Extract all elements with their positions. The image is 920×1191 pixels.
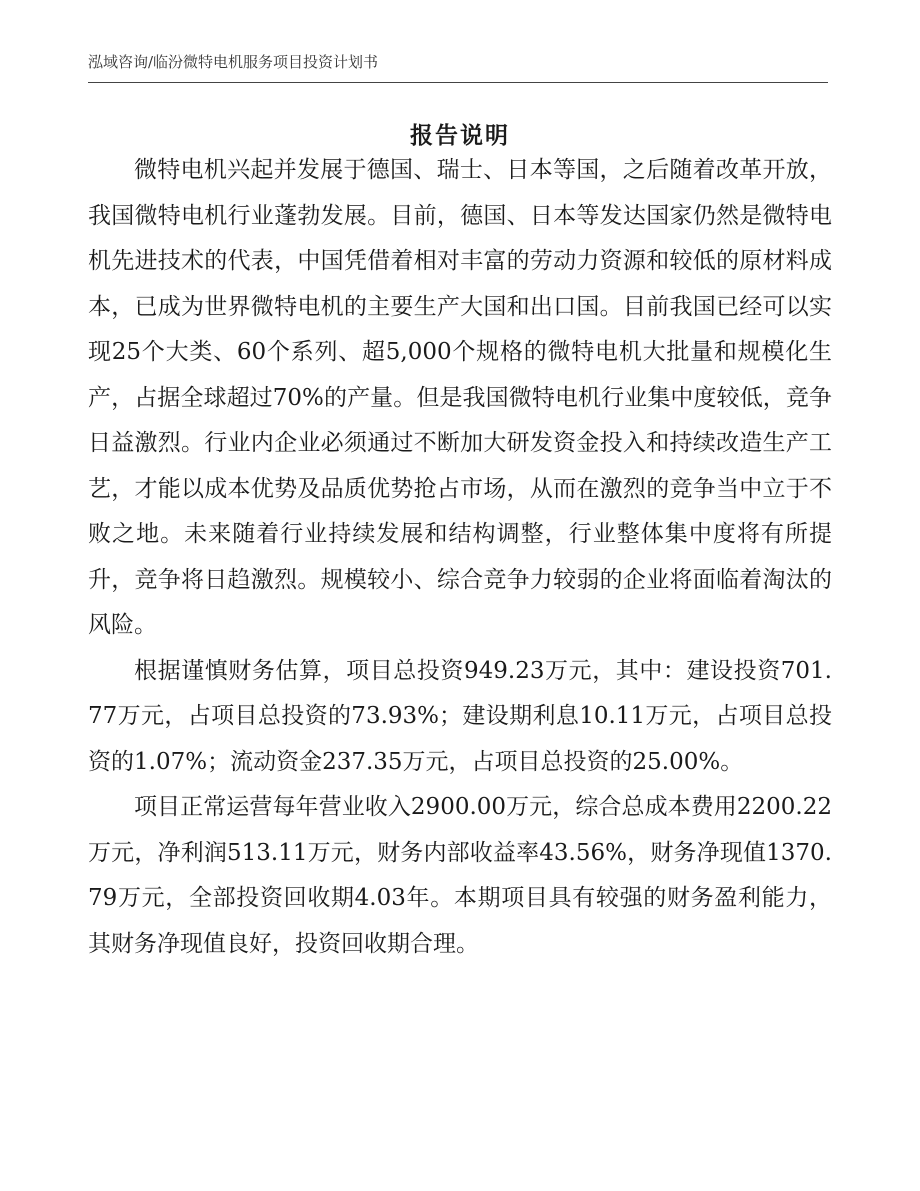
running-header: 泓域咨询/临汾微特电机服务项目投资计划书 bbox=[88, 53, 379, 71]
paragraph-financial-performance: 项目正常运营每年营业收入2900.00万元，综合总成本费用2200.22万元，净利润513.11万元，财务内部收益率43.56%，财务净现值1370.79万元，全部投资回收期4.03年。本期项目具有较强的财务盈利能力，其财务净现值良好，投资回收期合理。 bbox=[88, 794, 832, 957]
header-divider bbox=[88, 82, 828, 83]
section-title: 报告说明 bbox=[410, 122, 510, 149]
paragraph-industry-overview: 微特电机兴起并发展于德国、瑞士、日本等国，之后随着改革开放，我国微特电机行业蓬勃发展。目前，德国、日本等发达国家仍然是微特电机先进技术的代表，中国凭借着相对丰富的劳动力资源和较低的原材料成本，已成为世界微特电机的主要生产大国和出口国。目前我国已经可以实现25个大类、60个系列、超5,000个规格的微特电机大批量和规模化生产，占据全球超过70%的产量。但是我国微特电机行业集中度较低，竞争日益激烈。行业内企业必须通过不断加大研发资金投入和持续改造生产工艺，才能以成本优势及品质优势抢占市场，从而在激烈的竞争当中立于不败之地。未来随着行业持续发展和结构调整，行业整体集中度将有所提升，竞争将日趋激烈。规模较小、综合竞争力较弱的企业将面临着淘汰的风险。 bbox=[88, 157, 832, 638]
document-body bbox=[88, 148, 832, 967]
paragraph-investment-estimate: 根据谨慎财务估算，项目总投资949.23万元，其中：建设投资701.77万元，占项目总投资的73.93%；建设期利息10.11万元，占项目总投资的1.07%；流动资金237.35万元，占项目总投资的25.00%。 bbox=[88, 657, 832, 775]
